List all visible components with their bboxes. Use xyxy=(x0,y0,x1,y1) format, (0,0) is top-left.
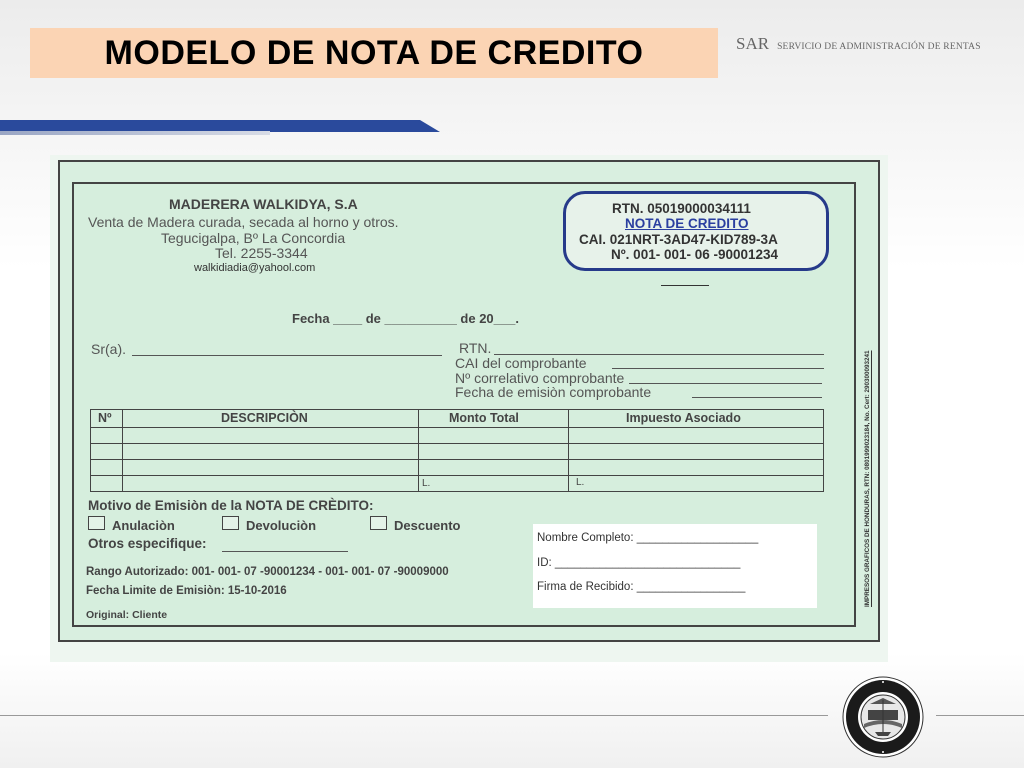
rtn-header-box xyxy=(563,191,829,271)
table-row-divider xyxy=(91,475,823,476)
footer-line-right xyxy=(936,715,1024,716)
printer-side-text: IMPRESOS GRAFICOS DE HONDURAS, RTN: 0801999023184, No. Cert: 290300093241 xyxy=(864,350,871,607)
original-copy-label: Original: Cliente xyxy=(86,609,168,621)
slide-title-box xyxy=(30,28,718,78)
firma-recibido-field: Firma de Recibido: _________________ xyxy=(537,581,746,593)
anulacion-checkbox[interactable] xyxy=(88,516,105,530)
footer-line-left xyxy=(0,715,828,716)
descuento-checkbox[interactable] xyxy=(370,516,387,530)
header-doc-type: NOTA DE CREDITO xyxy=(625,216,749,231)
table-header-amount: Monto Total xyxy=(449,411,519,425)
org-name: SERVICIO DE ADMINISTRACIÓN DE RENTAS xyxy=(777,42,981,52)
anulacion-label: Anulaciòn xyxy=(112,518,175,533)
amount-currency-label: L. xyxy=(422,478,431,489)
rango-autorizado: Rango Autorizado: 001- 001- 07 -90001234 - 001- 001- 07 -90009000 xyxy=(86,566,449,578)
table-header-no: Nº xyxy=(98,411,112,425)
table-col-divider xyxy=(568,410,569,491)
correlativo-field-label: Nº correlativo comprobante xyxy=(455,370,625,386)
table-col-divider xyxy=(418,410,419,491)
sar-header xyxy=(736,34,981,54)
rtn-field-label: RTN. xyxy=(459,340,492,356)
company-phone: Tel. 2255-3344 xyxy=(215,245,308,261)
receipt-box xyxy=(533,524,817,608)
header-cai: CAI. 021NRT-3AD47-KID789-3A xyxy=(579,232,778,247)
slide-title: MODELO DE NOTA DE CREDITO xyxy=(104,33,644,72)
fecha-limite: Fecha Limite de Emisiòn: 15-10-2016 xyxy=(86,585,287,597)
sra-field-line xyxy=(132,355,442,356)
company-address: Tegucigalpa, Bº La Concordia xyxy=(161,230,346,246)
table-col-divider xyxy=(122,410,123,491)
motivo-label: Motivo de Emisiòn de la NOTA DE CRÈDITO: xyxy=(88,498,374,513)
fecha-emision-field-line xyxy=(692,397,822,398)
id-field: ID: _____________________________ xyxy=(537,557,741,569)
org-abbr: SAR xyxy=(736,34,770,53)
table-row-divider xyxy=(91,459,823,460)
tax-currency-label: L. xyxy=(576,477,585,488)
table-header-tax: Impuesto Asociado xyxy=(626,411,741,425)
company-description: Venta de Madera curada, secada al horno y otros. xyxy=(88,214,399,230)
sra-label: Sr(a). xyxy=(91,341,126,357)
fecha-line: Fecha ____ de __________ de 20___. xyxy=(292,311,519,326)
otros-label: Otros especifique: xyxy=(88,536,207,551)
document-outer-frame xyxy=(58,160,880,642)
items-table xyxy=(90,409,824,492)
credit-note-document xyxy=(50,155,888,662)
otros-field-line xyxy=(222,551,348,552)
nombre-completo-field: Nombre Completo: ___________________ xyxy=(537,532,759,544)
cai-field-label: CAI del comprobante xyxy=(455,355,587,371)
table-row-divider xyxy=(91,427,823,428)
fecha-emision-field-label: Fecha de emisiòn comprobante xyxy=(455,384,652,400)
header-number: Nº. 001- 001- 06 -90001234 xyxy=(611,247,779,262)
document-inner-frame xyxy=(72,182,856,627)
table-header-description: DESCRIPCIÒN xyxy=(221,411,308,425)
table-row-divider xyxy=(91,443,823,444)
devolucion-checkbox[interactable] xyxy=(222,516,239,530)
descuento-label: Descuento xyxy=(394,518,461,533)
sar-seal-logo xyxy=(842,676,924,758)
company-name: MADERERA WALKIDYA, S.A xyxy=(169,196,358,212)
blue-bar-shadow xyxy=(0,131,270,135)
devolucion-label: Devoluciòn xyxy=(246,518,317,533)
company-email: walkidiadia@yahool.com xyxy=(194,262,316,274)
cai-field-line xyxy=(612,368,824,369)
correlativo-field-line xyxy=(629,383,822,384)
header-rtn: RTN. 05019000034111 xyxy=(612,201,751,216)
header-underline xyxy=(661,285,709,286)
